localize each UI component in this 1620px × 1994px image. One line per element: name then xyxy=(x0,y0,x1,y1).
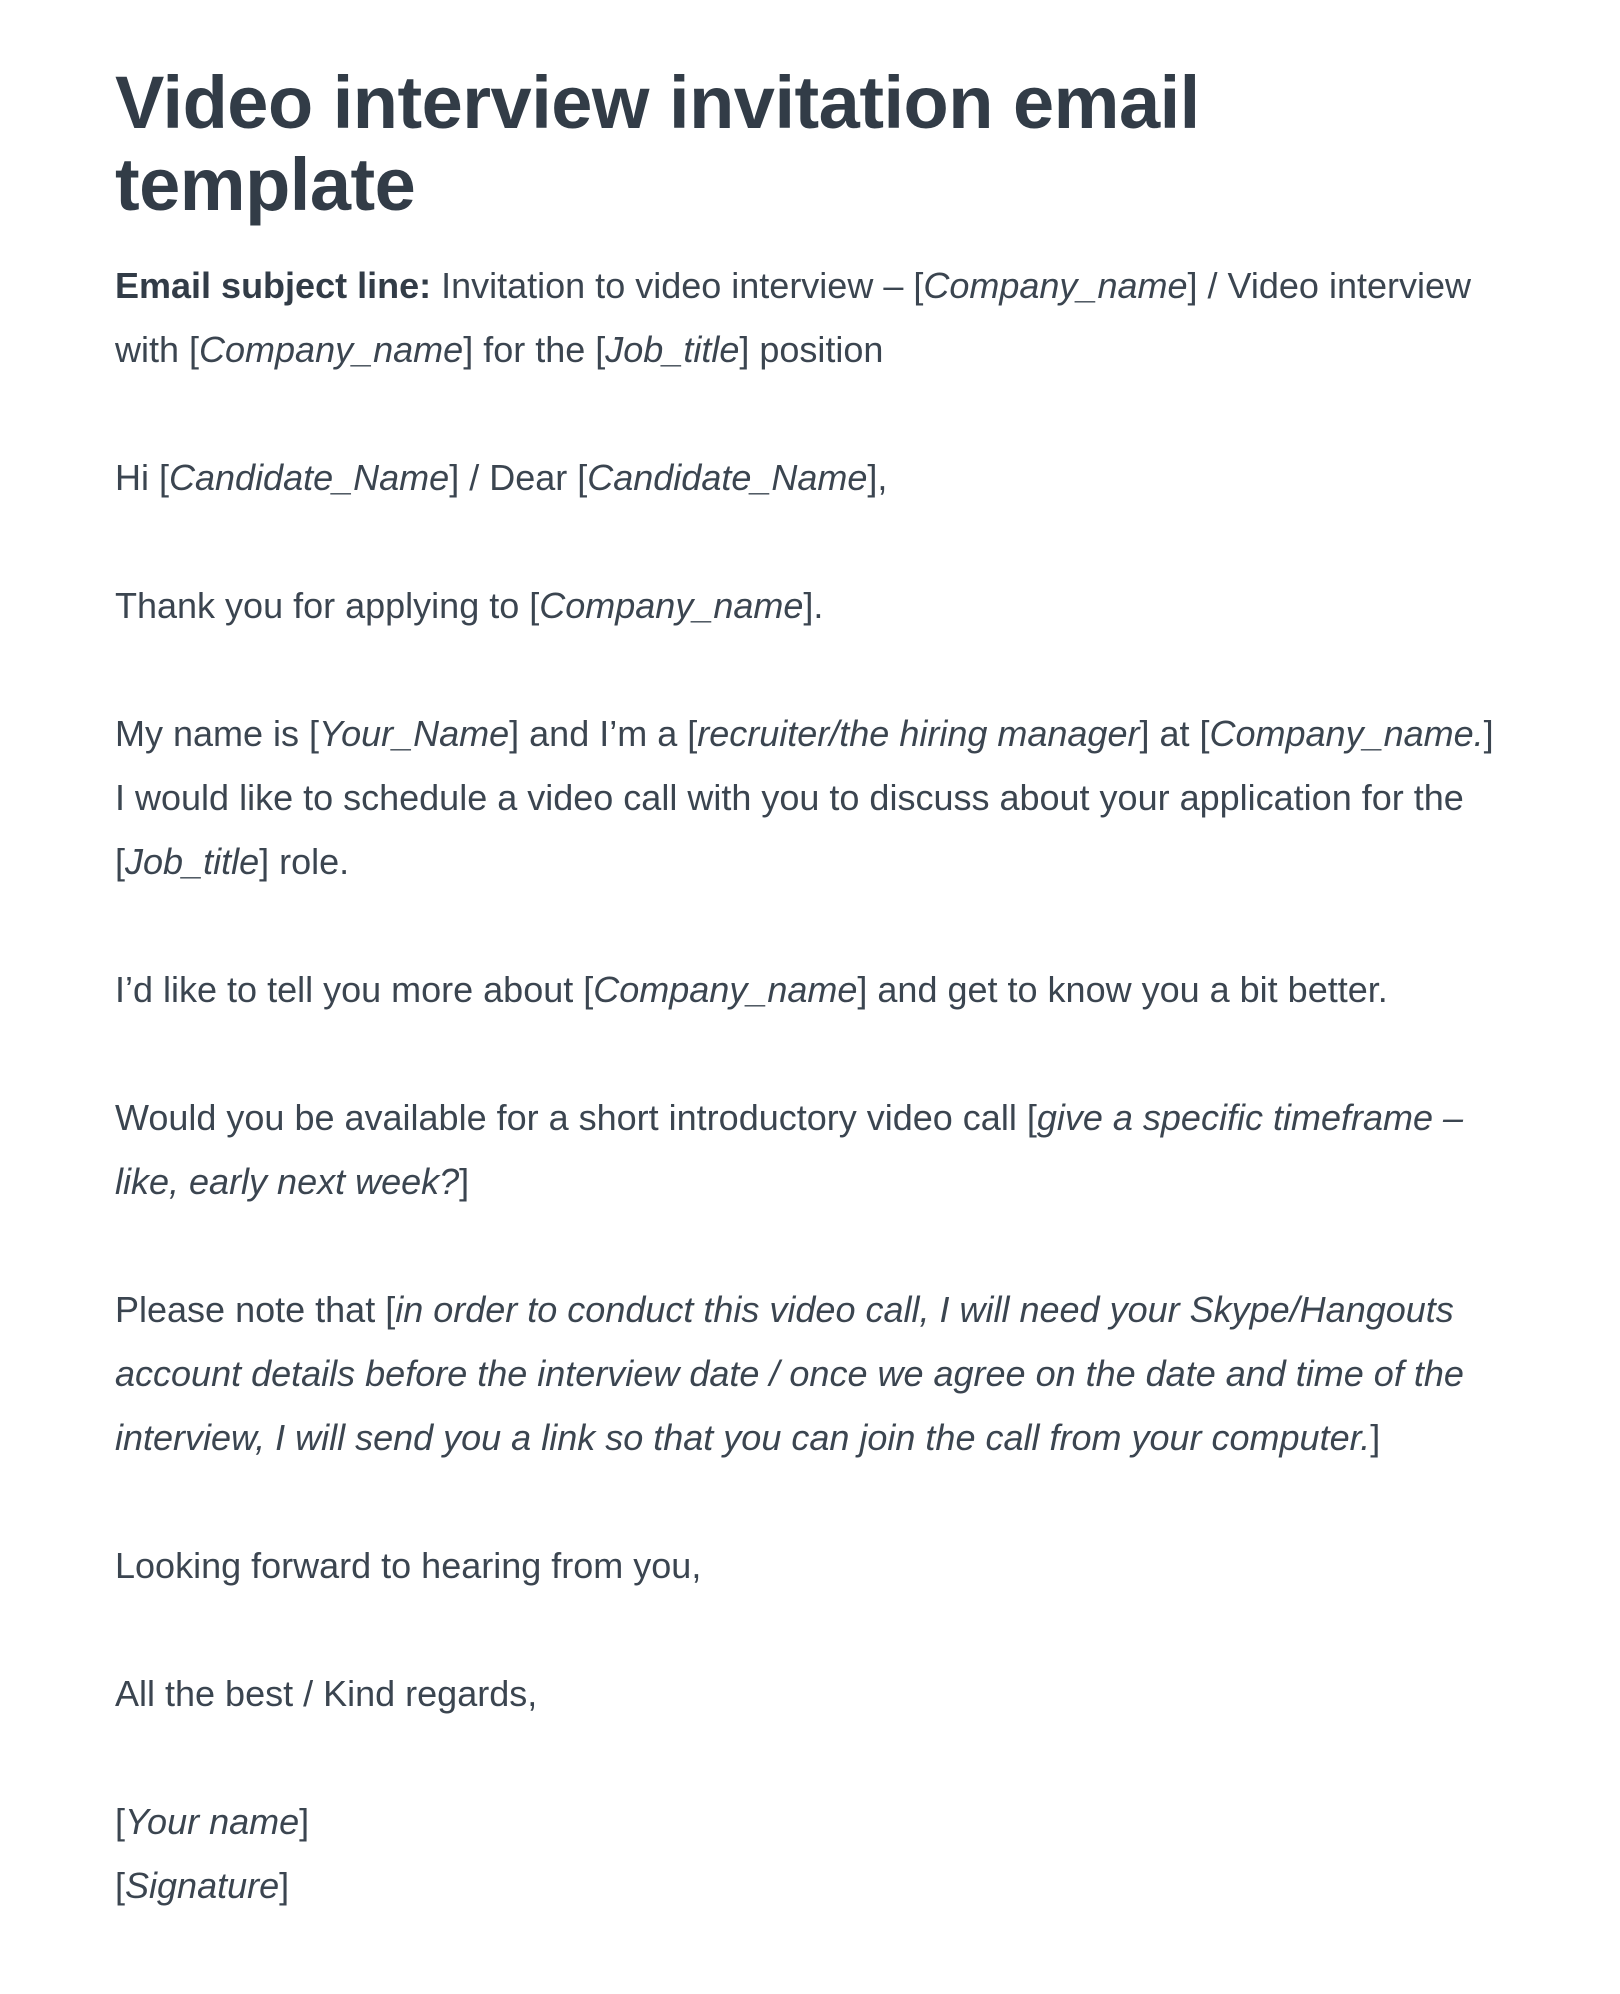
intro-text-3: ] at [ xyxy=(1139,713,1210,754)
greeting xyxy=(115,446,1505,510)
subject-label: Email subject line: xyxy=(115,265,432,306)
note-text-2: ] xyxy=(1370,1417,1381,1458)
bracket-close: ] xyxy=(299,1801,310,1842)
placeholder-timeframe: give a specific timeframe – like, early next week? xyxy=(115,1097,1464,1202)
placeholder-company-name: Company_name xyxy=(539,585,804,626)
placeholder-job-title: Job_title xyxy=(605,329,740,370)
intro-text-2: ] and I’m a [ xyxy=(509,713,698,754)
intro-text-5: ] role. xyxy=(259,841,350,882)
more-paragraph xyxy=(115,958,1505,1022)
availability-text-1: Would you be available for a short introductory video call [ xyxy=(115,1097,1037,1138)
availability-text-2: ] xyxy=(459,1161,470,1202)
placeholder-job-title: Job_title xyxy=(125,841,260,882)
bracket-open: [ xyxy=(115,1801,126,1842)
more-text-1: I’d like to tell you more about [ xyxy=(115,969,594,1010)
thanks-paragraph xyxy=(115,574,1505,638)
intro-text-1: My name is [ xyxy=(115,713,320,754)
note-paragraph xyxy=(115,1278,1505,1470)
note-text-1: Please note that [ xyxy=(115,1289,396,1330)
placeholder-candidate-name: Candidate_Name xyxy=(587,457,868,498)
subject-text-3: ] for the [ xyxy=(463,329,606,370)
placeholder-company-name: Company_name. xyxy=(1209,713,1484,754)
signature-block xyxy=(115,1790,1505,1918)
placeholder-role: recruiter/the hiring manager xyxy=(697,713,1140,754)
subject-text-1: Invitation to video interview – [ xyxy=(431,265,924,306)
intro-paragraph xyxy=(115,702,1505,894)
intro-text-4: ] I would like to schedule a video call with you to discuss about your application for the [ xyxy=(115,713,1494,882)
subject-text-4: ] position xyxy=(739,329,884,370)
subject-text-2: ] / Video interview with [ xyxy=(115,265,1471,370)
placeholder-company-name: Company_name xyxy=(593,969,858,1010)
placeholder-company-name: Company_name xyxy=(923,265,1188,306)
more-text-2: ] and get to know you a bit better. xyxy=(857,969,1388,1010)
subject-line xyxy=(115,254,1505,382)
placeholder-your-name: Your_Name xyxy=(319,713,510,754)
greeting-text-1: Hi [ xyxy=(115,457,169,498)
closing-line: Looking forward to hearing from you, xyxy=(115,1545,702,1586)
placeholder-candidate-name: Candidate_Name xyxy=(169,457,450,498)
greeting-text-3: ], xyxy=(867,457,888,498)
placeholder-company-name: Company_name xyxy=(199,329,464,370)
greeting-text-2: ] / Dear [ xyxy=(449,457,588,498)
availability-paragraph xyxy=(115,1086,1505,1214)
placeholder-call-details: in order to conduct this video call, I will need your Skype/Hangouts account details before the interview date / once we agree on the date and time of the interview, I will send you a link so that you can join the call from your computer. xyxy=(115,1289,1464,1458)
thanks-text-2: ]. xyxy=(803,585,824,626)
placeholder-signature: Signature xyxy=(125,1865,280,1906)
signoff-line: All the best / Kind regards, xyxy=(115,1673,538,1714)
thanks-text-1: Thank you for applying to [ xyxy=(115,585,540,626)
page-title: Video interview invitation email template xyxy=(115,61,1200,226)
bracket-open: [ xyxy=(115,1865,126,1906)
placeholder-your-name: Your name xyxy=(125,1801,300,1842)
bracket-close: ] xyxy=(279,1865,290,1906)
